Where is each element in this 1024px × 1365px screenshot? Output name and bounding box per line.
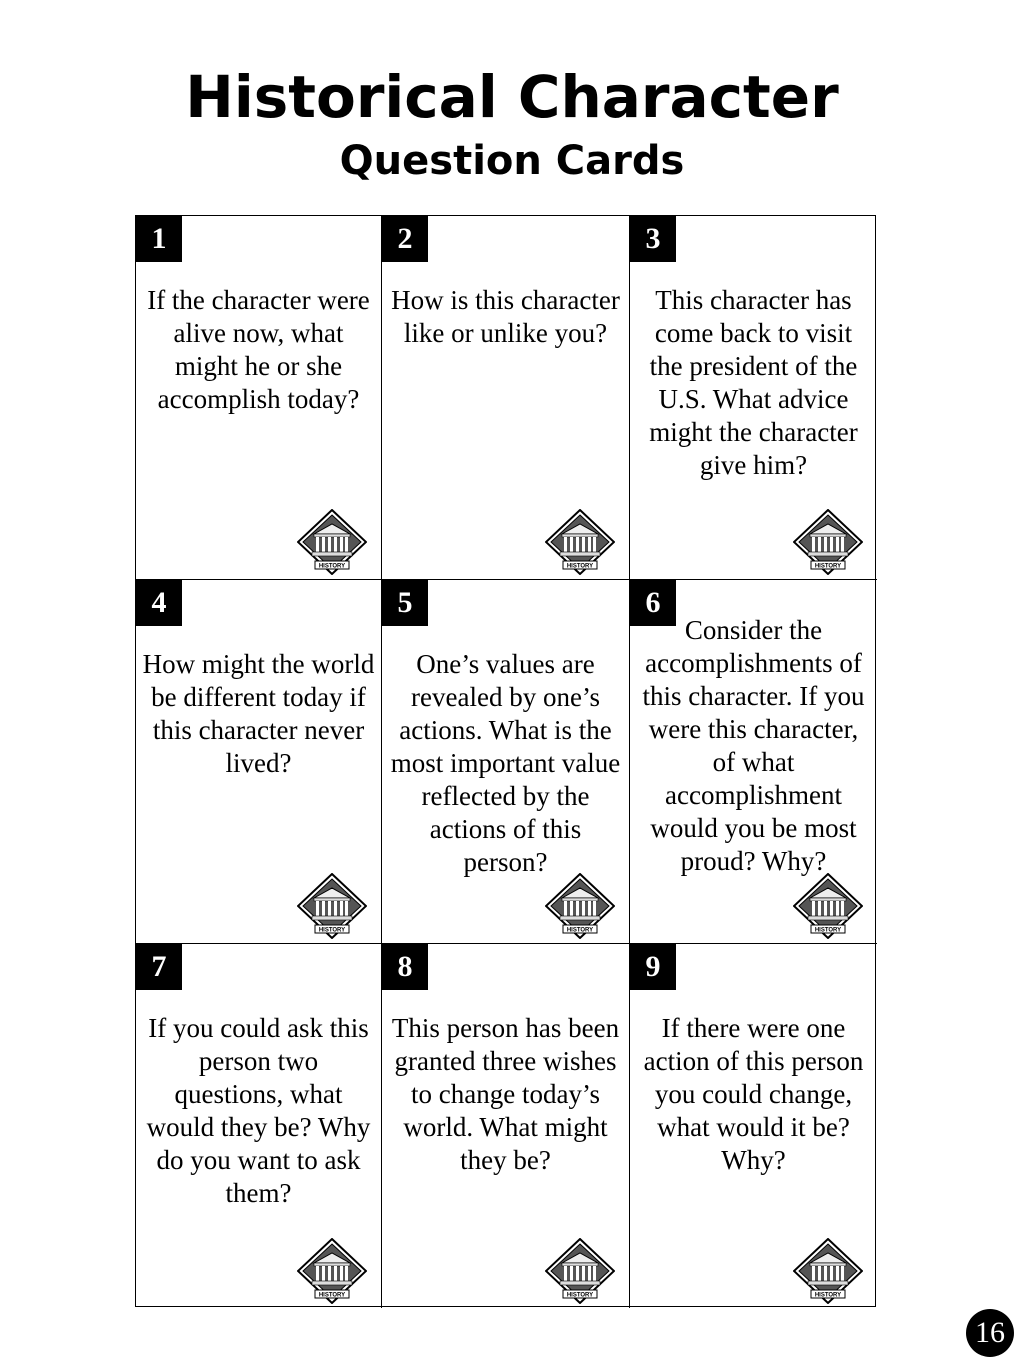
- question-card-6: [630, 580, 877, 944]
- history-temple-icon: [297, 873, 367, 939]
- history-temple-icon: [793, 509, 863, 575]
- question-card-7: [136, 944, 382, 1308]
- card-question: One’s values are revealed by one’s actions. What is the most important value reflected by the actions of this person?: [390, 649, 621, 877]
- page-number: 16: [966, 1309, 1014, 1357]
- history-temple-icon: [545, 509, 615, 575]
- badge-label: HISTORY: [814, 563, 842, 570]
- card-question: How might the world be different today if this character never lived?: [142, 649, 375, 778]
- badge-label: HISTORY: [566, 927, 594, 934]
- question-card-grid: [135, 215, 876, 1307]
- badge-label: HISTORY: [566, 1292, 594, 1299]
- history-temple-icon: [545, 873, 615, 939]
- card-number: 5: [382, 580, 428, 626]
- page-subtitle: Question Cards: [339, 138, 685, 184]
- card-question: This character has come back to visit the president of the U.S. What advice might the character give him?: [649, 285, 858, 480]
- card-number: 3: [630, 216, 676, 262]
- history-temple-icon: [297, 509, 367, 575]
- card-number: 6: [630, 580, 676, 626]
- badge-label: HISTORY: [318, 563, 346, 570]
- card-number: 1: [136, 216, 182, 262]
- card-question: If there were one action of this person you could change, what would it be? Why?: [643, 1013, 864, 1175]
- badge-label: HISTORY: [318, 927, 346, 934]
- badge-label: HISTORY: [566, 563, 594, 570]
- history-temple-icon: [793, 873, 863, 939]
- card-question: How is this character like or unlike you?: [391, 285, 620, 348]
- question-card-5: [382, 580, 630, 944]
- badge-label: HISTORY: [814, 927, 842, 934]
- question-card-3: [630, 216, 877, 580]
- card-question: This person has been granted three wishes to change today’s world. What might they be?: [391, 1013, 620, 1175]
- history-temple-icon: [545, 1238, 615, 1304]
- question-card-1: [136, 216, 382, 580]
- question-card-2: [382, 216, 630, 580]
- card-number: 7: [136, 944, 182, 990]
- card-question: Consider the accomplishments of this character. If you were this character, of what accomplishment would you be most proud? Why?: [642, 615, 865, 876]
- badge-label: HISTORY: [814, 1292, 842, 1299]
- question-card-4: [136, 580, 382, 944]
- question-card-8: [382, 944, 630, 1308]
- card-number: 9: [630, 944, 676, 990]
- badge-label: HISTORY: [318, 1292, 346, 1299]
- history-temple-icon: [793, 1238, 863, 1304]
- history-temple-icon: [297, 1238, 367, 1304]
- page-title: Historical Character: [185, 63, 839, 131]
- card-number: 8: [382, 944, 428, 990]
- card-question: If the character were alive now, what might he or she accomplish today?: [147, 285, 370, 414]
- card-number: 4: [136, 580, 182, 626]
- question-card-9: [630, 944, 877, 1308]
- card-question: If you could ask this person two questions, what would they be? Why do you want to ask them?: [146, 1013, 371, 1208]
- card-number: 2: [382, 216, 428, 262]
